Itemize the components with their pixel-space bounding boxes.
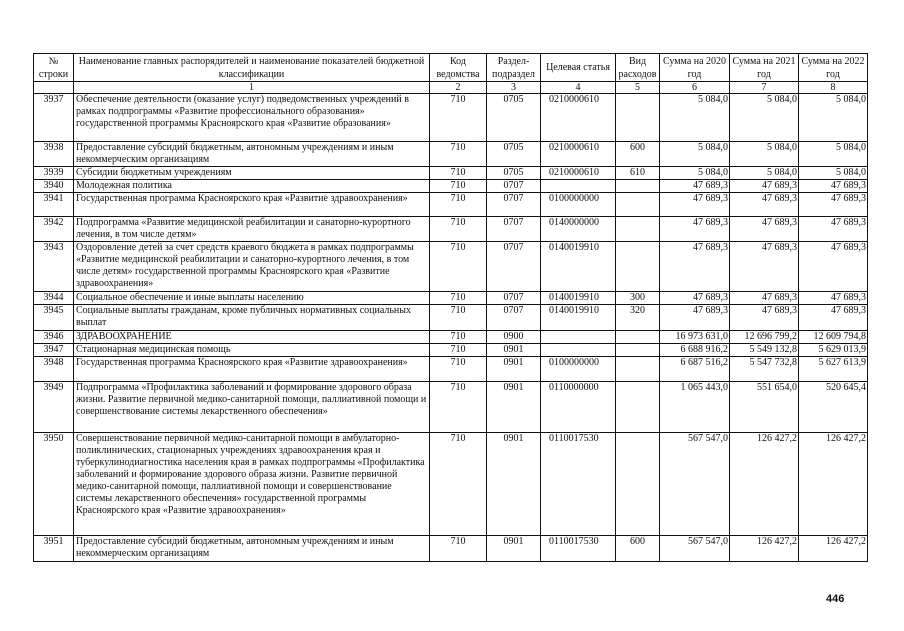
section-code-cell: 0707 xyxy=(487,193,541,217)
expense-type-cell: 320 xyxy=(616,305,660,331)
page-number: 446 xyxy=(826,593,845,605)
dept-code-cell: 710 xyxy=(430,344,487,357)
target-item-cell: 0140019910 xyxy=(541,305,616,331)
sum-2020-cell: 567 547,0 xyxy=(660,536,730,562)
table-row xyxy=(34,305,868,331)
header-dept-code: Код ведомства xyxy=(430,54,487,82)
table-row xyxy=(34,94,868,142)
expense-type-cell xyxy=(616,94,660,142)
dept-code-cell: 710 xyxy=(430,142,487,167)
indicator-name-cell: ЗДРАВООХРАНЕНИЕ xyxy=(74,331,430,344)
target-item-cell: 0210000610 xyxy=(541,94,616,142)
dept-code-cell: 710 xyxy=(430,242,487,292)
indicator-name-cell: Стационарная медицинская помощь xyxy=(74,344,430,357)
indicator-name-cell: Социальное обеспечение и иные выплаты населению xyxy=(74,292,430,305)
indicator-name-cell: Совершенствование первичной медико-санитарной помощи в амбулаторно-поликлинических, стационарных учреждениях здравоохранения края и туберкулинодиагностика населения края в рамках подпрограммы «Профилактика заболеваний и формирование здорового образа жизни. Развитие первичной медико-санитарной помощи, паллиативной помощи и совершенствование системы лекарственного обеспечения» государственной программы Красноярского края «Развитие здравоохранения» xyxy=(74,433,430,536)
indicator-name-cell: Государственная программа Красноярского края «Развитие здравоохранения» xyxy=(74,193,430,217)
target-item-cell: 0140000000 xyxy=(541,217,616,242)
indicator-name-cell: Социальные выплаты гражданам, кроме публичных нормативных социальных выплат xyxy=(74,305,430,331)
target-item-cell: 0100000000 xyxy=(541,193,616,217)
sum-2022-cell: 5 084,0 xyxy=(799,142,868,167)
sum-2020-cell: 567 547,0 xyxy=(660,433,730,536)
section-code-cell: 0707 xyxy=(487,217,541,242)
table-row xyxy=(34,331,868,344)
expense-type-cell: 300 xyxy=(616,292,660,305)
column-number: 4 xyxy=(541,82,616,94)
row-number-cell: 3937 xyxy=(34,94,74,142)
section-code-cell: 0900 xyxy=(487,331,541,344)
column-number xyxy=(34,82,74,94)
row-number-cell: 3947 xyxy=(34,344,74,357)
row-number-cell: 3949 xyxy=(34,382,74,433)
column-number: 8 xyxy=(799,82,868,94)
column-number-row xyxy=(34,82,868,94)
sum-2021-cell: 5 084,0 xyxy=(730,94,799,142)
sum-2020-cell: 47 689,3 xyxy=(660,292,730,305)
expense-type-cell xyxy=(616,357,660,382)
row-number-cell: 3944 xyxy=(34,292,74,305)
row-number-cell: 3939 xyxy=(34,167,74,180)
target-item-cell: 0210000610 xyxy=(541,167,616,180)
table-row xyxy=(34,242,868,292)
sum-2020-cell: 6 687 516,2 xyxy=(660,357,730,382)
section-code-cell: 0901 xyxy=(487,433,541,536)
sum-2020-cell: 47 689,3 xyxy=(660,180,730,193)
target-item-cell: 0140019910 xyxy=(541,242,616,292)
expense-type-cell: 600 xyxy=(616,536,660,562)
sum-2021-cell: 126 427,2 xyxy=(730,433,799,536)
table-body xyxy=(34,94,868,562)
target-item-cell: 0110017530 xyxy=(541,536,616,562)
dept-code-cell: 710 xyxy=(430,331,487,344)
sum-2022-cell: 5 084,0 xyxy=(799,167,868,180)
expense-type-cell xyxy=(616,344,660,357)
dept-code-cell: 710 xyxy=(430,536,487,562)
expense-type-cell xyxy=(616,217,660,242)
sum-2022-cell: 5 627 613,9 xyxy=(799,357,868,382)
column-number: 5 xyxy=(616,82,660,94)
sum-2021-cell: 5 084,0 xyxy=(730,142,799,167)
column-number: 7 xyxy=(730,82,799,94)
column-number: 2 xyxy=(430,82,487,94)
row-number-cell: 3948 xyxy=(34,357,74,382)
dept-code-cell: 710 xyxy=(430,382,487,433)
expense-type-cell xyxy=(616,433,660,536)
row-number-cell: 3941 xyxy=(34,193,74,217)
sum-2022-cell: 126 427,2 xyxy=(799,433,868,536)
indicator-name-cell: Субсидии бюджетным учреждениям xyxy=(74,167,430,180)
sum-2021-cell: 12 696 799,2 xyxy=(730,331,799,344)
section-code-cell: 0901 xyxy=(487,357,541,382)
expense-type-cell xyxy=(616,382,660,433)
sum-2022-cell: 12 609 794,8 xyxy=(799,331,868,344)
dept-code-cell: 710 xyxy=(430,357,487,382)
sum-2020-cell: 47 689,3 xyxy=(660,193,730,217)
target-item-cell: 0110000000 xyxy=(541,382,616,433)
budget-table xyxy=(33,53,868,562)
sum-2021-cell: 551 654,0 xyxy=(730,382,799,433)
indicator-name-cell: Молодежная политика xyxy=(74,180,430,193)
dept-code-cell: 710 xyxy=(430,305,487,331)
section-code-cell: 0705 xyxy=(487,94,541,142)
sum-2020-cell: 5 084,0 xyxy=(660,142,730,167)
section-code-cell: 0705 xyxy=(487,167,541,180)
table-row xyxy=(34,433,868,536)
row-number-cell: 3943 xyxy=(34,242,74,292)
sum-2022-cell: 47 689,3 xyxy=(799,180,868,193)
table-row xyxy=(34,292,868,305)
sum-2022-cell: 5 629 013,9 xyxy=(799,344,868,357)
sum-2022-cell: 47 689,3 xyxy=(799,305,868,331)
row-number-cell: 3938 xyxy=(34,142,74,167)
section-code-cell: 0707 xyxy=(487,305,541,331)
section-code-cell: 0901 xyxy=(487,344,541,357)
sum-2020-cell: 47 689,3 xyxy=(660,305,730,331)
sum-2020-cell: 1 065 443,0 xyxy=(660,382,730,433)
indicator-name-cell: Подпрограмма «Профилактика заболеваний и формирование здорового образа жизни. Развитие первичной медико-санитарной помощи, паллиативной помощи и совершенствование системы лекарственного обеспечения» xyxy=(74,382,430,433)
sum-2021-cell: 47 689,3 xyxy=(730,217,799,242)
target-item-cell: 0210000610 xyxy=(541,142,616,167)
expense-type-cell xyxy=(616,180,660,193)
sum-2022-cell: 47 689,3 xyxy=(799,217,868,242)
sum-2021-cell: 5 549 132,8 xyxy=(730,344,799,357)
header-target-item: Целевая статья xyxy=(541,54,616,82)
dept-code-cell: 710 xyxy=(430,193,487,217)
sum-2022-cell: 47 689,3 xyxy=(799,292,868,305)
sum-2020-cell: 47 689,3 xyxy=(660,217,730,242)
sum-2021-cell: 47 689,3 xyxy=(730,305,799,331)
table-row xyxy=(34,382,868,433)
expense-type-cell xyxy=(616,331,660,344)
header-section: Раздел-подраздел xyxy=(487,54,541,82)
expense-type-cell: 610 xyxy=(616,167,660,180)
target-item-cell xyxy=(541,180,616,193)
column-number: 1 xyxy=(74,82,430,94)
table-row xyxy=(34,536,868,562)
section-code-cell: 0901 xyxy=(487,536,541,562)
indicator-name-cell: Предоставление субсидий бюджетным, автономным учреждениям и иным некоммерческим организациям xyxy=(74,142,430,167)
sum-2022-cell: 520 645,4 xyxy=(799,382,868,433)
header-row-number: № строки xyxy=(34,54,74,82)
row-number-cell: 3950 xyxy=(34,433,74,536)
dept-code-cell: 710 xyxy=(430,292,487,305)
column-number: 3 xyxy=(487,82,541,94)
expense-type-cell: 600 xyxy=(616,142,660,167)
header-name: Наименование главных распорядителей и наименование показателей бюджетной классификации xyxy=(74,54,430,82)
section-code-cell: 0707 xyxy=(487,180,541,193)
indicator-name-cell: Оздоровление детей за счет средств краевого бюджета в рамках подпрограммы «Развитие медицинской реабилитации и санаторно-курортного лечения, в том числе детям» государственной программы Красноярского края «Развитие здравоохранения» xyxy=(74,242,430,292)
row-number-cell: 3946 xyxy=(34,331,74,344)
expense-type-cell xyxy=(616,193,660,217)
expense-type-cell xyxy=(616,242,660,292)
sum-2021-cell: 47 689,3 xyxy=(730,242,799,292)
sum-2022-cell: 47 689,3 xyxy=(799,242,868,292)
header-row xyxy=(34,54,868,82)
sum-2020-cell: 5 084,0 xyxy=(660,94,730,142)
table-row xyxy=(34,180,868,193)
section-code-cell: 0707 xyxy=(487,242,541,292)
header-sum-2020: Сумма на 2020 год xyxy=(660,54,730,82)
sum-2020-cell: 47 689,3 xyxy=(660,242,730,292)
sum-2022-cell: 5 084,0 xyxy=(799,94,868,142)
header-sum-2022: Сумма на 2022 год xyxy=(799,54,868,82)
sum-2021-cell: 47 689,3 xyxy=(730,292,799,305)
sum-2020-cell: 6 688 916,2 xyxy=(660,344,730,357)
header-expense-type: Вид расходов xyxy=(616,54,660,82)
indicator-name-cell: Предоставление субсидий бюджетным, автономным учреждениям и иным некоммерческим организациям xyxy=(74,536,430,562)
dept-code-cell: 710 xyxy=(430,180,487,193)
table-row xyxy=(34,167,868,180)
row-number-cell: 3951 xyxy=(34,536,74,562)
section-code-cell: 0901 xyxy=(487,382,541,433)
indicator-name-cell: Подпрограмма «Развитие медицинской реабилитации и санаторно-курортного лечения, в том числе детям» xyxy=(74,217,430,242)
sum-2020-cell: 5 084,0 xyxy=(660,167,730,180)
row-number-cell: 3945 xyxy=(34,305,74,331)
target-item-cell: 0140019910 xyxy=(541,292,616,305)
dept-code-cell: 710 xyxy=(430,94,487,142)
target-item-cell: 0100000000 xyxy=(541,357,616,382)
dept-code-cell: 710 xyxy=(430,217,487,242)
column-number: 6 xyxy=(660,82,730,94)
table-row xyxy=(34,142,868,167)
table-row xyxy=(34,344,868,357)
sum-2022-cell: 126 427,2 xyxy=(799,536,868,562)
section-code-cell: 0705 xyxy=(487,142,541,167)
sum-2022-cell: 47 689,3 xyxy=(799,193,868,217)
sum-2021-cell: 5 547 732,8 xyxy=(730,357,799,382)
sum-2021-cell: 47 689,3 xyxy=(730,193,799,217)
header-sum-2021: Сумма на 2021 год xyxy=(730,54,799,82)
sum-2021-cell: 5 084,0 xyxy=(730,167,799,180)
section-code-cell: 0707 xyxy=(487,292,541,305)
indicator-name-cell: Государственная программа Красноярского края «Развитие здравоохранения» xyxy=(74,357,430,382)
row-number-cell: 3942 xyxy=(34,217,74,242)
sum-2021-cell: 47 689,3 xyxy=(730,180,799,193)
target-item-cell xyxy=(541,331,616,344)
target-item-cell xyxy=(541,344,616,357)
table-row xyxy=(34,217,868,242)
dept-code-cell: 710 xyxy=(430,433,487,536)
sum-2020-cell: 16 973 631,0 xyxy=(660,331,730,344)
table-row xyxy=(34,357,868,382)
sum-2021-cell: 126 427,2 xyxy=(730,536,799,562)
row-number-cell: 3940 xyxy=(34,180,74,193)
indicator-name-cell: Обеспечение деятельности (оказание услуг) подведомственных учреждений в рамках подпрограммы «Развитие профессионального образования» государственной программы Красноярского края «Развитие образования» xyxy=(74,94,430,142)
target-item-cell: 0110017530 xyxy=(541,433,616,536)
table-row xyxy=(34,193,868,217)
dept-code-cell: 710 xyxy=(430,167,487,180)
